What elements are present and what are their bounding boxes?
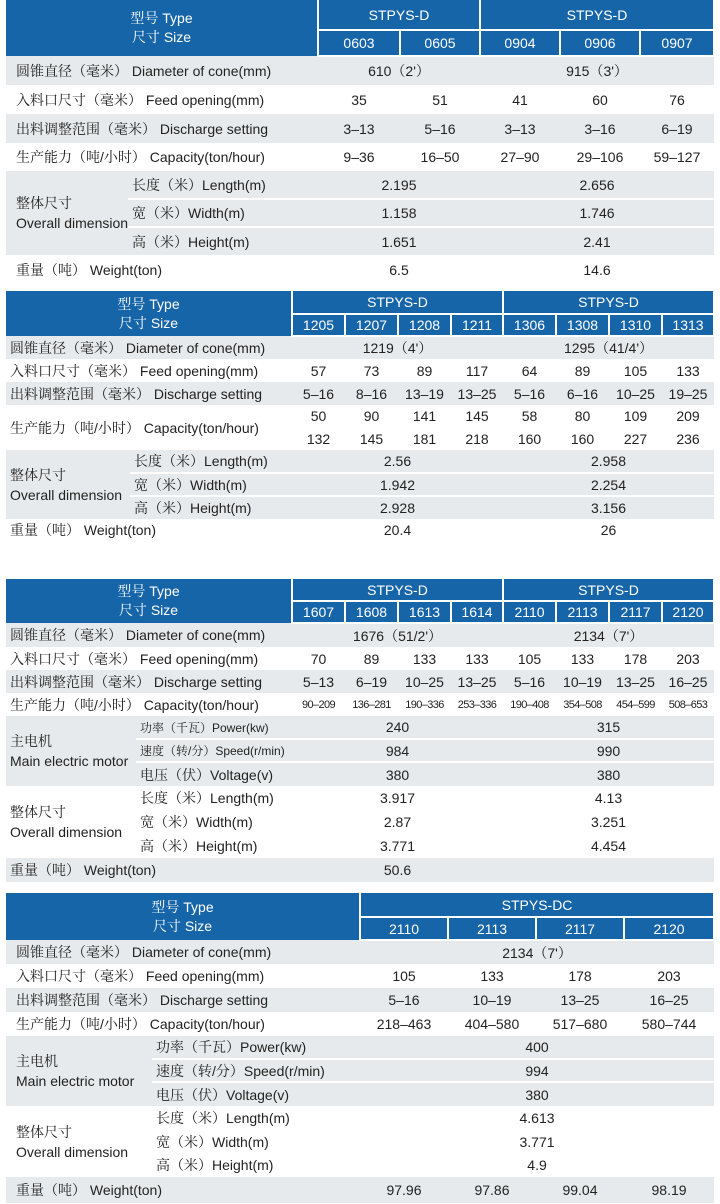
cell-value: 253–336 xyxy=(457,698,497,711)
row-label-length: 长度（米）Length(m) xyxy=(156,1110,290,1126)
cell-value: 13–19 xyxy=(405,385,444,402)
cell-value: 105 xyxy=(623,362,648,379)
cell-value: 2134（7'） xyxy=(502,944,572,961)
cell-value: 3.771 xyxy=(519,1133,555,1150)
cell-value: 50.6 xyxy=(383,862,412,878)
cell-value: 6–19 xyxy=(661,120,693,137)
header-size-label: 尺寸 Size xyxy=(118,602,179,618)
cell-value: 76 xyxy=(669,91,685,108)
cell-value: 517–680 xyxy=(552,1016,608,1032)
size-header: 0603 xyxy=(318,30,400,56)
size-header: 2117 xyxy=(609,601,662,623)
row-label-width: 宽（米）Width(m) xyxy=(130,473,292,496)
cell-value: 1.651 xyxy=(381,233,417,250)
row-label-main-motor xyxy=(6,716,136,786)
cell-value: 27–90 xyxy=(500,149,540,165)
row-label-capacity: 生产能力（吨/小时） Capacity(ton/hour) xyxy=(16,1016,265,1032)
size-header: 0907 xyxy=(640,30,714,56)
cell-value: 13–25 xyxy=(457,673,497,690)
cell-value: 117 xyxy=(465,362,489,379)
header-type-size xyxy=(6,893,360,940)
cell-value: 1219（4'） xyxy=(362,340,433,356)
cell-value: 5–16 xyxy=(513,673,546,690)
cell-value: 3.771 xyxy=(379,838,416,854)
cell-value: 136–281 xyxy=(352,698,391,711)
size-header: 1313 xyxy=(662,314,714,336)
row-label-main-motor xyxy=(6,1036,152,1106)
cell-value: 3–13 xyxy=(504,120,536,137)
cell-value: 380 xyxy=(385,766,410,783)
cell-value: 133 xyxy=(465,650,489,667)
model-group-header: STPYS-D xyxy=(292,291,503,314)
size-header: 2113 xyxy=(556,601,609,623)
cell-value: 354–508 xyxy=(563,698,602,711)
cell-value: 105 xyxy=(392,968,416,984)
cell-value: 2.656 xyxy=(480,171,714,199)
cell-value: 5–16 xyxy=(302,385,335,402)
header-type-size xyxy=(6,579,292,623)
row-label-weight: 重量（吨） Weight(ton) xyxy=(16,261,162,278)
cell-value: 1295（41/4'） xyxy=(563,340,654,356)
cell-value: 994 xyxy=(360,1059,714,1082)
cell-value: 315 xyxy=(503,716,714,739)
row-label-discharge: 出料调整范围（毫米） Discharge setting xyxy=(10,385,263,402)
cell-value: 105 xyxy=(517,650,542,667)
size-header: 1608 xyxy=(345,601,398,623)
cell-value: 51 xyxy=(432,91,448,108)
row-label-length: 长度（米）Length(m) xyxy=(128,171,318,199)
model-group-header: STPYS-D xyxy=(318,0,480,30)
header-size-label: 尺寸 Size xyxy=(152,917,213,934)
label-cn: 整体尺寸 xyxy=(16,195,72,211)
cell-value: 2.928 xyxy=(379,500,416,516)
cell-value: 89 xyxy=(363,650,380,667)
cell-value: 64 xyxy=(521,362,538,379)
cell-value: 6–16 xyxy=(566,385,599,402)
row-label-feed: 入料口尺寸（毫米） Feed opening(mm) xyxy=(10,650,259,667)
cell-value: 60 xyxy=(592,91,608,108)
model-group-header: STPYS-D xyxy=(503,291,714,314)
cell-value: 132 xyxy=(306,430,331,447)
cell-value: 190–336 xyxy=(405,698,444,711)
cell-value: 141 xyxy=(412,408,437,424)
cell-value: 3–16 xyxy=(584,120,616,137)
label-en: Overall dimension xyxy=(16,215,128,231)
cell-value: 90 xyxy=(363,408,380,424)
row-label-power: 功率（千瓦）Power(kw) xyxy=(152,1036,360,1059)
label-cn: 主电机 xyxy=(16,1053,58,1069)
row-label-capacity: 生产能力（吨/小时） Capacity(ton/hour) xyxy=(10,696,259,713)
cell-value: 10–19 xyxy=(472,992,512,1008)
cell-value: 227 xyxy=(623,430,648,447)
cell-value: 178 xyxy=(623,650,648,667)
row-label-overall-dimension xyxy=(6,1106,152,1177)
cell-value: 5–16 xyxy=(388,992,420,1008)
cell-value: 508–653 xyxy=(668,698,708,711)
cell-value: 178 xyxy=(568,968,592,984)
header-type-size xyxy=(6,0,318,56)
size-header: 2120 xyxy=(624,917,714,940)
cell-value: 6–19 xyxy=(355,673,388,690)
cell-value: 181 xyxy=(412,430,437,447)
row-label-discharge: 出料调整范围（毫米） Discharge setting xyxy=(16,120,269,137)
cell-value: 133 xyxy=(570,650,595,667)
cell-value: 35 xyxy=(351,91,367,108)
label-cn: 主电机 xyxy=(10,733,52,749)
cell-value: 4.13 xyxy=(594,790,623,806)
cell-value: 10–25 xyxy=(616,385,655,402)
size-header: 0904 xyxy=(480,30,560,56)
row-label-power: 功率（千瓦）Power(kw) xyxy=(136,716,292,739)
cell-value: 2.958 xyxy=(503,450,714,473)
cell-value: 16–50 xyxy=(420,149,460,165)
size-header: 2113 xyxy=(448,917,536,940)
row-label-discharge: 出料调整范围（毫米） Discharge setting xyxy=(16,992,269,1008)
cell-value: 580–744 xyxy=(641,1016,697,1032)
label-en: Overall dimension xyxy=(10,824,123,840)
cell-value: 404–580 xyxy=(464,1016,520,1032)
cell-value: 133 xyxy=(480,968,504,984)
cell-value: 380 xyxy=(525,1086,549,1103)
cell-value: 4.454 xyxy=(590,838,627,854)
model-group-header: STPYS-D xyxy=(503,579,714,601)
cell-value: 80 xyxy=(574,408,591,424)
cell-value: 3.917 xyxy=(379,790,416,806)
cell-value: 4.613 xyxy=(519,1110,555,1126)
cell-value: 1676（51/2'） xyxy=(352,627,443,644)
row-label-width: 宽（米）Width(m) xyxy=(128,199,318,227)
spec-table-3 xyxy=(6,579,715,882)
cell-value: 145 xyxy=(465,408,489,424)
header-size-label: 尺寸 Size xyxy=(131,29,192,45)
cell-value: 610（2'） xyxy=(368,63,430,79)
spec-table-4 xyxy=(6,893,715,1203)
cell-value: 50 xyxy=(310,408,327,424)
cell-value: 8–16 xyxy=(355,385,388,402)
cell-value: 41 xyxy=(512,91,528,108)
size-header: 1211 xyxy=(451,314,503,336)
cell-empty xyxy=(503,858,714,882)
size-header: 1207 xyxy=(345,314,398,336)
cell-value: 3.251 xyxy=(590,814,627,830)
label-en: Overall dimension xyxy=(10,486,123,503)
cell-value: 97.86 xyxy=(474,1182,510,1198)
cell-value: 1.942 xyxy=(292,473,503,496)
cell-value: 2.56 xyxy=(292,450,503,473)
label-en: Overall dimension xyxy=(16,1143,129,1160)
row-label-cone: 圆锥直径（毫米） Diameter of cone(mm) xyxy=(10,627,266,643)
cell-value: 58 xyxy=(521,408,538,424)
label-cn: 整体尺寸 xyxy=(10,804,66,820)
cell-value: 2134（7'） xyxy=(573,627,644,644)
size-header: 2110 xyxy=(503,601,556,623)
cell-value: 160 xyxy=(570,430,595,447)
spec-table-1 xyxy=(6,0,715,284)
cell-value: 59–127 xyxy=(653,149,701,165)
cell-value: 20.4 xyxy=(383,522,412,538)
header-size-label: 尺寸 Size xyxy=(118,314,179,331)
label-en: Main electric motor xyxy=(16,1073,135,1089)
cell-value: 70 xyxy=(310,650,327,667)
cell-value: 2.254 xyxy=(503,473,714,496)
cell-value: 97.96 xyxy=(386,1182,422,1198)
row-label-capacity: 生产能力（吨/小时） Capacity(ton/hour) xyxy=(16,149,265,165)
cell-value: 203 xyxy=(657,968,681,984)
cell-value: 89 xyxy=(574,362,591,379)
cell-value: 218–463 xyxy=(376,1016,432,1032)
cell-value: 236 xyxy=(676,430,700,447)
cell-value: 16–25 xyxy=(668,673,708,690)
cell-value: 400 xyxy=(360,1036,714,1059)
cell-value: 190–408 xyxy=(510,698,549,711)
row-label-height: 高（米）Height(m) xyxy=(132,233,250,250)
cell-value: 6.5 xyxy=(389,261,409,278)
row-label-overall-dimension xyxy=(6,786,136,858)
size-header: 1208 xyxy=(398,314,451,336)
cell-value: 13–25 xyxy=(616,673,655,690)
cell-value: 3–13 xyxy=(343,120,375,137)
size-header: 1614 xyxy=(451,601,503,623)
model-group-header: STPYS-DC xyxy=(360,893,714,917)
row-label-speed: 速度（转/分）Speed(r/min) xyxy=(136,739,292,762)
size-header: 0906 xyxy=(560,30,640,56)
row-label-overall-dimension xyxy=(6,171,128,255)
cell-value: 915（3'） xyxy=(566,63,628,79)
cell-value: 90–209 xyxy=(301,698,336,711)
cell-value: 145 xyxy=(359,430,384,447)
row-label-height: 高（米）Height(m) xyxy=(134,500,252,516)
header-type-label: 型号 Type xyxy=(117,583,180,599)
row-label-weight: 重量（吨） Weight(ton) xyxy=(10,862,156,878)
cell-value: 89 xyxy=(416,362,433,379)
size-header: 2117 xyxy=(536,917,624,940)
row-label-cone: 圆锥直径（毫米） Diameter of cone(mm) xyxy=(16,62,272,79)
cell-value: 1.158 xyxy=(318,199,480,227)
header-type-label: 型号 Type xyxy=(151,898,214,915)
cell-value: 5–16 xyxy=(513,385,546,402)
cell-value: 14.6 xyxy=(583,261,611,278)
cell-value: 13–25 xyxy=(457,385,497,402)
size-header: 1607 xyxy=(292,601,345,623)
cell-value: 133 xyxy=(676,362,700,379)
model-group-header: STPYS-D xyxy=(480,0,714,30)
size-header: 1310 xyxy=(609,314,662,336)
cell-value: 10–19 xyxy=(563,673,602,690)
cell-value: 380 xyxy=(596,766,621,783)
cell-value: 4.9 xyxy=(527,1157,547,1173)
row-label-discharge: 出料调整范围（毫米） Discharge setting xyxy=(10,673,263,690)
row-label-weight: 重量（吨） Weight(ton) xyxy=(16,1182,162,1198)
row-label-length: 长度（米）Length(m) xyxy=(130,450,292,473)
row-label-width: 宽（米）Width(m) xyxy=(156,1133,269,1150)
row-label-voltage: 电压（伏）Voltage(v) xyxy=(140,766,274,783)
cell-value: 9–36 xyxy=(343,149,375,165)
label-en: Main electric motor xyxy=(10,753,129,769)
row-label-overall-dimension xyxy=(6,450,130,519)
cell-value: 160 xyxy=(517,430,542,447)
cell-value: 218 xyxy=(465,430,489,447)
cell-value: 2.87 xyxy=(383,814,412,830)
row-label-capacity: 生产能力（吨/小时） Capacity(ton/hour) xyxy=(10,419,259,436)
size-header: 1306 xyxy=(503,314,556,336)
cell-value: 133 xyxy=(412,650,437,667)
cell-value: 29–106 xyxy=(576,149,624,165)
row-label-length: 长度（米）Length(m) xyxy=(140,790,274,806)
row-label-width: 宽（米）Width(m) xyxy=(140,814,253,830)
cell-value: 240 xyxy=(292,716,503,739)
cell-value: 203 xyxy=(676,650,700,667)
cell-value: 13–25 xyxy=(560,992,600,1008)
model-group-header: STPYS-D xyxy=(292,579,503,601)
cell-value: 16–25 xyxy=(649,992,689,1008)
row-label-cone: 圆锥直径（毫米） Diameter of cone(mm) xyxy=(10,339,266,356)
row-label-voltage: 电压（伏）Voltage(v) xyxy=(156,1086,290,1103)
row-label-height: 高（米）Height(m) xyxy=(156,1157,274,1173)
cell-value: 209 xyxy=(676,408,700,424)
row-label-feed: 入料口尺寸（毫米） Feed opening(mm) xyxy=(16,91,265,108)
cell-value: 109 xyxy=(623,408,648,424)
cell-value: 5–13 xyxy=(302,673,335,690)
cell-value: 73 xyxy=(363,362,380,379)
header-type-label: 型号 Type xyxy=(117,295,180,312)
row-label-feed: 入料口尺寸（毫米） Feed opening(mm) xyxy=(16,968,265,984)
cell-value: 2.195 xyxy=(318,171,480,199)
cell-value: 3.156 xyxy=(590,500,627,516)
cell-value: 990 xyxy=(503,739,714,762)
size-header: 1308 xyxy=(556,314,609,336)
cell-value: 454–599 xyxy=(616,698,655,711)
row-label-feed: 入料口尺寸（毫米） Feed opening(mm) xyxy=(10,362,259,379)
size-header: 1613 xyxy=(398,601,451,623)
cell-value: 984 xyxy=(292,739,503,762)
size-header: 2110 xyxy=(360,917,448,940)
cell-value: 2.41 xyxy=(583,233,611,250)
size-header: 1205 xyxy=(292,314,345,336)
row-label-height: 高（米）Height(m) xyxy=(140,838,258,854)
label-cn: 整体尺寸 xyxy=(10,466,66,483)
cell-value: 26 xyxy=(600,522,617,538)
header-type-size xyxy=(6,291,292,336)
cell-value: 57 xyxy=(310,362,327,379)
size-header: 0605 xyxy=(400,30,480,56)
spec-table-2 xyxy=(6,291,715,541)
cell-value: 98.19 xyxy=(651,1182,687,1198)
row-label-speed: 速度（转/分）Speed(r/min) xyxy=(152,1059,360,1082)
cell-value: 19–25 xyxy=(668,385,708,402)
row-label-cone: 圆锥直径（毫米） Diameter of cone(mm) xyxy=(16,944,272,960)
row-label-weight: 重量（吨） Weight(ton) xyxy=(10,522,156,538)
label-cn: 整体尺寸 xyxy=(16,1123,72,1140)
size-header: 2120 xyxy=(662,601,714,623)
header-type-label: 型号 Type xyxy=(130,10,193,26)
cell-value: 5–16 xyxy=(424,120,456,137)
cell-value: 1.746 xyxy=(480,199,714,227)
cell-value: 10–25 xyxy=(405,673,444,690)
cell-value: 99.04 xyxy=(562,1182,598,1198)
